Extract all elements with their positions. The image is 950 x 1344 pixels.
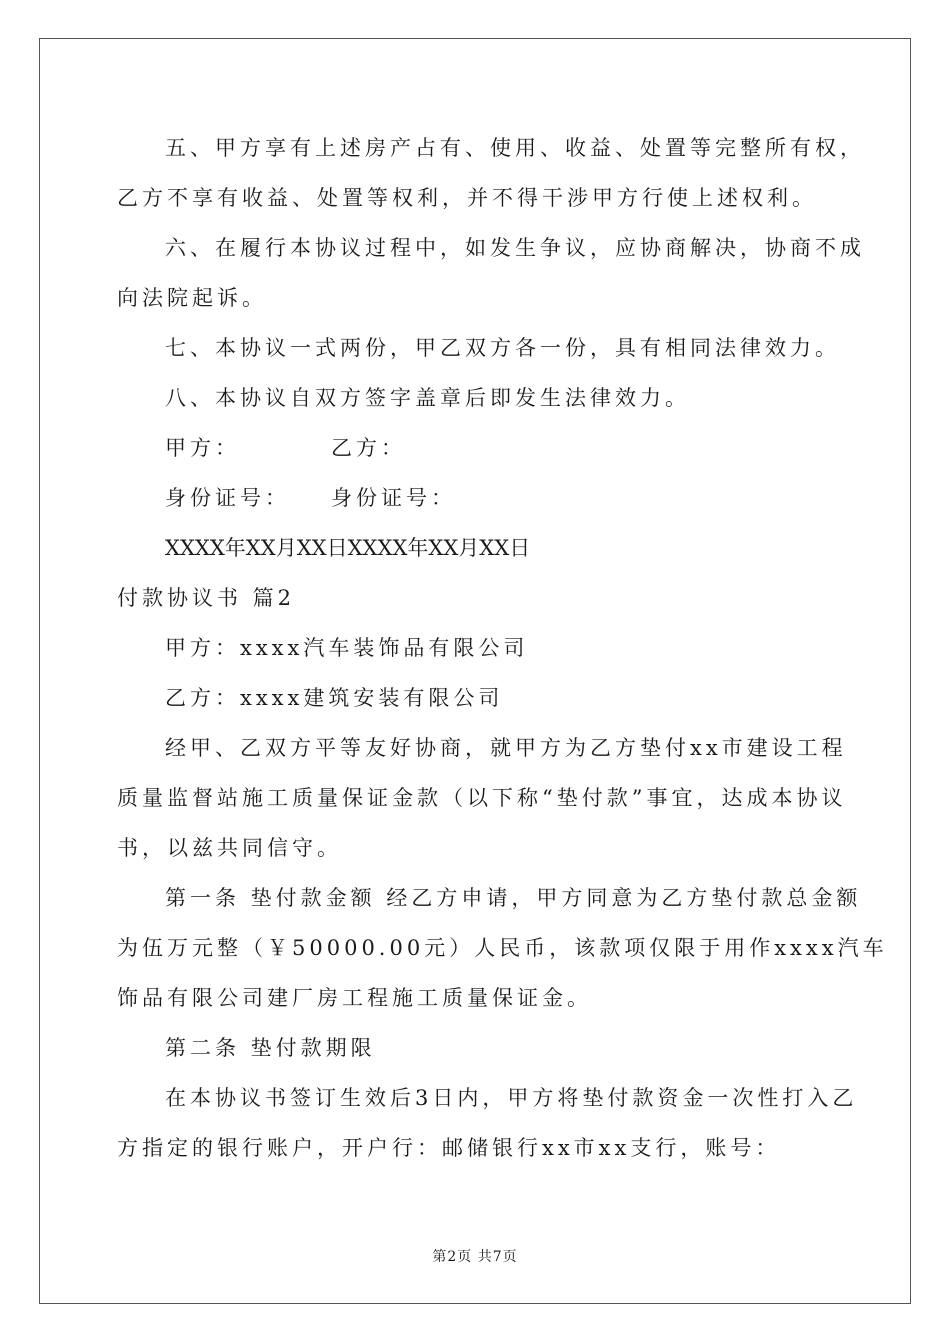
clause-5-line-1: 五、甲方享有上述房产占有、使用、收益、处置等完整所有权， [165, 136, 865, 160]
preamble-line-1: 经甲、乙双方平等友好协商，就甲方为乙方垫付xx市建设工程 [165, 736, 847, 760]
article-1-line-1: 第一条 垫付款金额 经乙方申请，甲方同意为乙方垫付款总金额 [165, 886, 862, 910]
party-a-id-label: 身份证号： [165, 486, 290, 510]
clause-8: 八、本协议自双方签字盖章后即发生法律效力。 [165, 386, 690, 410]
page-border [39, 38, 911, 1304]
page-number-footer: 第2页 共7页 [432, 1249, 518, 1265]
party-a-signature-label: 甲方： [165, 436, 240, 460]
article-1-line-3: 饰品有限公司建厂房工程施工质量保证金。 [117, 986, 592, 1010]
clause-6-line-2: 向法院起诉。 [117, 286, 267, 310]
article-2-line-1: 在本协议书签订生效后3日内，甲方将垫付款资金一次性打入乙 [165, 1086, 858, 1110]
preamble-line-2: 质量监督站施工质量保证金款（以下称“垫付款”事宜，达成本协议 [117, 786, 847, 810]
party-b-id-label: 身份证号： [331, 486, 456, 510]
article-2-heading: 第二条 垫付款期限 [165, 1036, 376, 1060]
clause-6-line-1: 六、在履行本协议过程中，如发生争议，应协商解决，协商不成 [165, 236, 865, 260]
clause-7: 七、本协议一式两份，甲乙双方各一份，具有相同法律效力。 [165, 336, 840, 360]
article-1-line-2: 为伍万元整（￥50000.00元）人民币，该款项仅限于用作xxxx汽车 [117, 936, 888, 960]
article-2-line-2: 方指定的银行账户，开户行：邮储银行xx市xx支行，账号： [117, 1136, 781, 1160]
section-title: 付款协议书 篇2 [117, 586, 296, 610]
signing-dates: XXXX年XX月XX日XXXX年XX月XX日 [165, 536, 531, 560]
party-b-signature-label: 乙方： [331, 436, 406, 460]
party-b-name: 乙方：xxxx建筑安装有限公司 [165, 686, 504, 710]
clause-5-line-2: 乙方不享有收益、处置等权利，并不得干涉甲方行使上述权利。 [117, 186, 817, 210]
party-a-name: 甲方：xxxx汽车装饰品有限公司 [165, 636, 529, 660]
preamble-line-3: 书，以兹共同信守。 [117, 836, 342, 860]
